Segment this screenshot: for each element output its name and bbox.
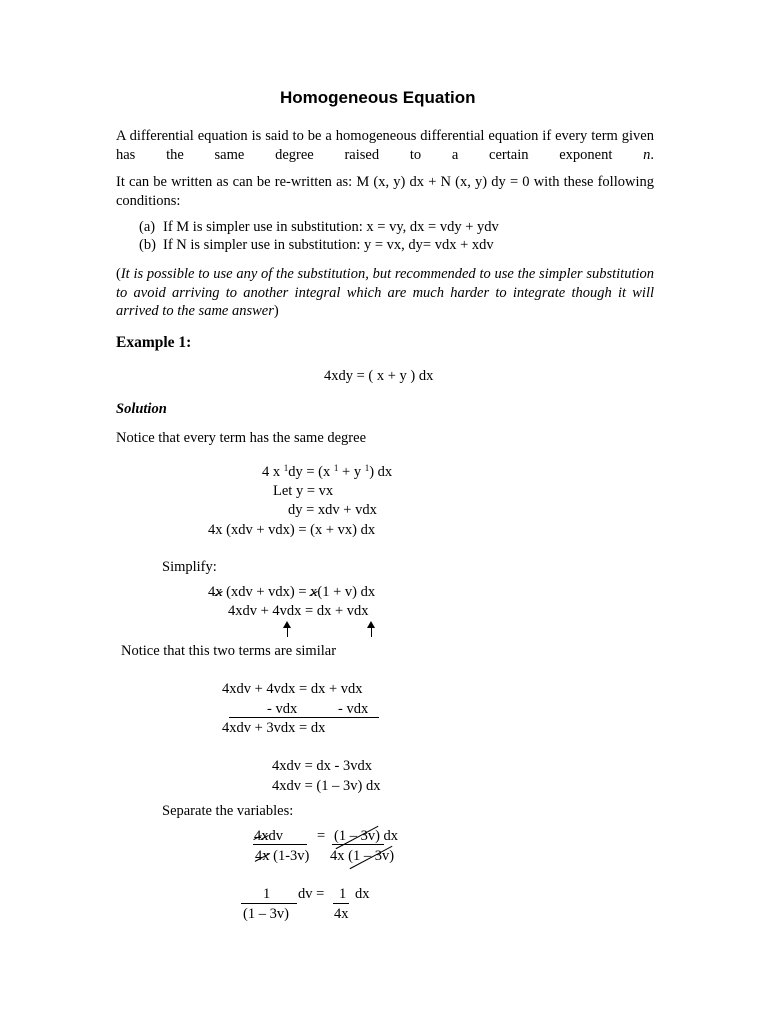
example-equation: 4xdy = ( x + y ) dx (324, 368, 434, 384)
up-arrow-icon (371, 623, 372, 637)
cancelled-4x: 4x (255, 848, 270, 864)
condition-a-label: (a) (139, 219, 156, 235)
coef-four: 4 (208, 584, 216, 600)
intro-paragraph (116, 127, 654, 164)
cancelled-factor: (1 – 3v) (334, 828, 380, 844)
up-arrow-icon (287, 623, 288, 637)
notice-degree: Notice that every term has the same degree (116, 430, 367, 446)
final-dx: dx (355, 886, 370, 902)
numerator-dx: dx (379, 828, 399, 844)
final-numerator-left: 1 (263, 886, 271, 902)
cancelled-x: x (215, 584, 223, 600)
result-line-2: 4xdv = (1 – 3v) dx (272, 778, 381, 794)
final-denominator-left: (1 – 3v) (243, 906, 289, 922)
let-substitution: Let y = vx (273, 483, 334, 499)
intro-text: A differential equation is said to be a homogeneous differential equation if every term given has the same degree raised to a certain exponent (116, 128, 654, 163)
denominator-factor: (1-3v) (269, 848, 310, 864)
simplified-equation: 4xdv + 4vdx = dx + vdx (228, 603, 369, 619)
degree-exponent: 1 (283, 463, 289, 473)
degree-eq-part-c: + y (338, 464, 365, 480)
cancelled-x: x (261, 828, 269, 844)
degree-eq-part-b: dy = (x (288, 464, 334, 480)
note-text: It is possible to use any of the substitution, but recommended to use the simpler substitution to avoid arriving to another integral which are much harder to integrate though it will arrived to the same answer (116, 266, 654, 319)
result-line-1: 4xdv = dx - 3vdx (272, 758, 373, 774)
dy-substitution: dy = xdv + vdx (288, 502, 377, 518)
separate-label: Separate the variables: (162, 803, 294, 819)
fraction-denominator-right (330, 848, 394, 865)
cancelled-four: 4 (254, 828, 262, 844)
fraction-equals: = (317, 828, 326, 844)
solution-heading: Solution (116, 401, 167, 417)
exponent-variable: n (643, 146, 651, 163)
general-form-paragraph: It can be written as can be re-written as: M (x, y) dx + N (x, y) dy = 0 with these following conditions: (116, 174, 654, 209)
example-heading: Example 1: (116, 334, 192, 351)
fraction-bar-left (253, 844, 307, 845)
degree-equation (262, 463, 392, 481)
final-fraction-bar-right (333, 903, 349, 904)
fraction-numerator-right (334, 828, 398, 845)
degree-eq-part-d: ) dx (369, 464, 393, 480)
note-open-paren: ( (116, 266, 121, 282)
denominator-4x: 4x (330, 848, 349, 864)
page-title: Homogeneous Equation (280, 88, 476, 107)
fraction-bar-right (332, 844, 384, 845)
final-numerator-right: 1 (339, 886, 347, 902)
condition-b-label: (b) (139, 237, 156, 253)
substitution-note (116, 265, 654, 321)
cancel-equation (208, 584, 375, 601)
cancelled-factor: (1 – 3v) (348, 848, 395, 864)
notice-similar: Notice that this two terms are similar (121, 643, 337, 659)
degree-eq-part-a: 4 x (262, 464, 284, 480)
fraction-denominator-left (255, 848, 309, 865)
intro-period: . (650, 146, 654, 163)
calc-line-1: 4xdv + 4vdx = dx + vdx (222, 681, 363, 697)
final-denominator-right: 4x (334, 906, 349, 922)
calc-line-3: 4xdv + 3vdx = dx (222, 720, 326, 736)
calc-subtract-right: - vdx (338, 701, 369, 717)
substituted-equation: 4x (xdv + vdx) = (x + vx) dx (208, 522, 376, 538)
cancel-eq-middle: (xdv + vdx) = (222, 584, 311, 600)
cancelled-x: x (310, 584, 318, 600)
final-fraction-bar-left (241, 903, 297, 904)
cancel-eq-end: (1 + v) dx (317, 584, 376, 600)
fraction-numerator-left (254, 828, 283, 845)
condition-a: If M is simpler use in substitution: x = vy, dx = vdy + ydv (163, 219, 499, 235)
condition-b: If N is simpler use in substitution: y = vx, dy= vdx + xdv (163, 237, 494, 253)
note-close-paren: ) (273, 303, 279, 319)
simplify-label: Simplify: (162, 559, 217, 575)
final-dv-equals: dv = (298, 886, 325, 902)
calc-subtract-left: - vdx (267, 701, 298, 717)
calc-underline (229, 717, 379, 718)
degree-exponent: 1 (364, 463, 370, 473)
numerator-dv: dv (268, 828, 283, 844)
degree-exponent: 1 (333, 463, 339, 473)
